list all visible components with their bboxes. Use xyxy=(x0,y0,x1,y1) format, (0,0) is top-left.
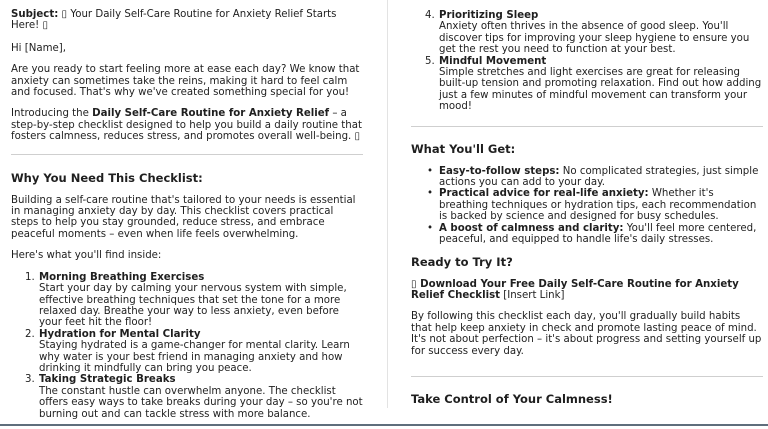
bullet-dot-icon: • xyxy=(427,165,434,177)
list-item xyxy=(425,55,763,113)
download-line xyxy=(411,279,763,302)
bottom-rule xyxy=(0,424,768,426)
item-description: The constant hustle can overwhelm anyone. The checklist offers easy ways to take breaks during your day – so you're not burning out and can tackle stress with more balance. xyxy=(39,385,363,420)
item-description: Start your day by calming your nervous system with simple, effective breathing techniques that set the tone for a more relaxed day. Breathe your way to less anxiety, even before your feet hit the floor! xyxy=(39,283,347,329)
benefit-text: You'll feel more centered, peaceful, and equipped to handle life's daily stresses. xyxy=(439,222,757,246)
benefit-title: A boost of calmness and clarity: xyxy=(439,222,624,234)
greeting: Hi [Name], xyxy=(11,42,66,54)
inside-intro: Here's what you'll find inside: xyxy=(11,250,162,262)
bullet-dot-icon: • xyxy=(427,222,434,234)
ready-body: By following this checklist each day, you'll gradually build habits that help keep anxiety in check and promote lasting peace of mind. It's not about perfection – it's about progress and setting yourself up for success every day. xyxy=(411,311,762,357)
section-divider xyxy=(411,376,763,377)
subject-label: Subject: xyxy=(11,9,59,20)
benefit-title: Easy-to-follow steps: xyxy=(439,165,560,177)
subject-text: ▯ Your Daily Self-Care Routine for Anxiety Relief Starts Here! ▯ xyxy=(11,9,337,32)
benefit-text: Whether it's breathing techniques or hydration tips, each recommendation is backed by science and designed for busy schedules. xyxy=(439,188,757,223)
column-divider xyxy=(387,0,388,408)
list-number: 5. xyxy=(425,55,435,67)
item-description: Anxiety often thrives in the absence of good sleep. You'll discover tips for improving your sleep hygiene to ensure you get the rest you need to function at your best. xyxy=(439,21,750,56)
ready-heading: Ready to Try It? xyxy=(411,254,513,269)
list-item xyxy=(425,10,763,56)
list-item xyxy=(427,165,763,189)
download-link[interactable]: [Insert Link] xyxy=(500,289,565,301)
introducing-product-name: Daily Self-Care Routine for Anxiety Relief xyxy=(92,108,330,120)
list-number: 4. xyxy=(425,10,435,21)
item-title: Prioritizing Sleep xyxy=(439,10,539,21)
download-cta: ▯ Download Your Free Daily Self-Care Routine for Anxiety Relief Checklist xyxy=(411,278,739,301)
item-title: Hydration for Mental Clarity xyxy=(39,328,201,340)
list-number: 1. xyxy=(25,271,35,283)
item-title: Taking Strategic Breaks xyxy=(39,374,176,386)
left-column xyxy=(11,0,363,420)
benefit-title: Practical advice for real-life anxiety: xyxy=(439,188,649,200)
get-heading: What You'll Get: xyxy=(411,141,516,156)
subject-line xyxy=(11,9,363,32)
item-description: Simple stretches and light exercises are great for releasing built-up tension and promoting relaxation. Find out how adding just a few minutes of mindful movement can transform your mood! xyxy=(439,67,762,113)
introducing-paragraph xyxy=(11,108,363,142)
list-number: 3. xyxy=(25,374,35,386)
list-item xyxy=(25,271,363,329)
section-divider xyxy=(11,154,363,155)
item-description: Staying hydrated is a game-changer for mental clarity. Learn why water is your best friend in managing anxiety and how drinking it mindfully can bring you peace. xyxy=(39,340,350,374)
list-item xyxy=(25,328,363,375)
item-title: Morning Breathing Exercises xyxy=(39,271,205,283)
section-divider xyxy=(411,126,763,127)
checklist-items-4-5 xyxy=(411,10,763,113)
right-column xyxy=(411,0,763,406)
bullet-dot-icon: • xyxy=(427,188,434,200)
intro-paragraph: Are you ready to start feeling more at ease each day? We know that anxiety can sometimes take the reins, making it hard to feel calm and focused. That's why we've created something special for you! xyxy=(11,64,360,99)
why-heading: Why You Need This Checklist: xyxy=(11,170,203,185)
introducing-after: – a step-by-step checklist designed to help you build a daily routine that fosters calmness, reduces stress, and promotes overall well-being. ▯ xyxy=(11,108,362,143)
introducing-before: Introducing the xyxy=(11,108,93,120)
benefit-text: No complicated strategies, just simple actions you can add to your day. xyxy=(439,165,759,189)
list-number: 2. xyxy=(25,328,35,340)
list-item xyxy=(427,222,763,246)
list-item xyxy=(25,374,363,420)
closing-heading: Take Control of Your Calmness! xyxy=(411,391,613,406)
checklist-items-1-3 xyxy=(11,272,363,420)
benefits-list xyxy=(411,166,763,246)
why-body: Building a self-care routine that's tailored to your needs is essential in managing anxiety day by day. This checklist covers practical steps to help you stay grounded, reduce stress, and embrace peaceful moments – even when life feels overwhelming. xyxy=(11,194,356,240)
list-item xyxy=(427,188,763,223)
item-title: Mindful Movement xyxy=(439,55,547,67)
